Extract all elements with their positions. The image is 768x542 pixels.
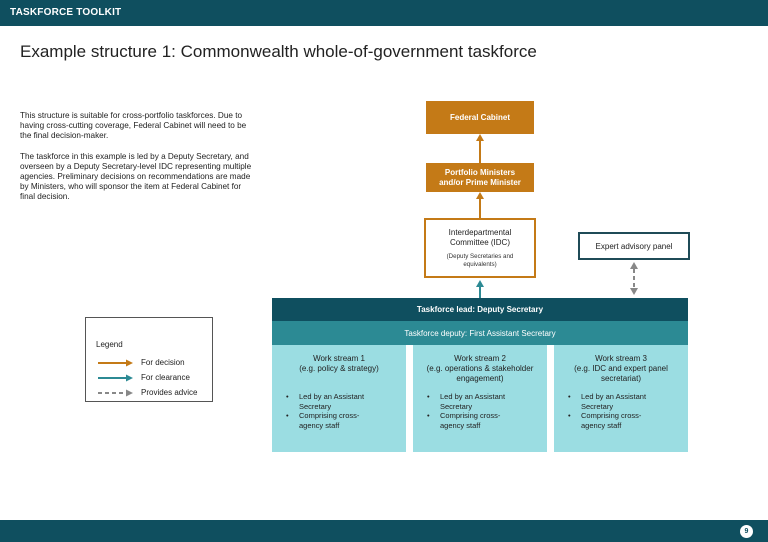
- portfolio-ministers-box: [426, 163, 534, 192]
- expert-panel-label: Expert advisory panel: [595, 241, 673, 251]
- work-stream-1-bullets: [286, 392, 396, 430]
- intro-paragraph-2: The taskforce in this example is led by a Deputy Secretary, and overseen by a Deputy Secretary-level IDC representing multiple agencies. Preliminary decisions on recommendations are made by Ministers, who will sponsor the item at Federal Cabinet for final decision.: [20, 151, 252, 202]
- list-item: • Comprising cross- agency staff: [568, 411, 678, 430]
- idc-sub-line1: (Deputy Secretaries and: [446, 252, 514, 260]
- taskforce-lead-label: Taskforce lead: Deputy Secretary: [416, 305, 544, 314]
- work-stream-3-title: Work stream 3: [595, 354, 647, 363]
- idc-sub-line2: equivalents): [463, 260, 497, 268]
- taskforce-lead-bar: [272, 298, 688, 321]
- footer-bar: [0, 520, 768, 542]
- work-stream-3-heading: [554, 354, 688, 384]
- expert-advice-down-arrowhead: [630, 288, 638, 295]
- legend-label-advice: Provides advice: [141, 388, 198, 397]
- ministers-label-line2: and/or Prime Minister: [439, 177, 521, 187]
- expert-advisory-panel-box: [578, 232, 690, 260]
- work-stream-2-subtitle: (e.g. operations & stakeholder: [426, 364, 534, 373]
- lead-to-idc-arrowhead: [476, 280, 484, 287]
- page-title: Example structure 1: Commonwealth whole-of-government taskforce: [20, 42, 537, 61]
- work-stream-3: [554, 345, 688, 452]
- federal-cabinet-label: Federal Cabinet: [449, 112, 510, 122]
- taskforce-deputy-bar: [272, 321, 688, 345]
- taskforce-deputy-label: Taskforce deputy: First Assistant Secretary: [404, 328, 556, 338]
- federal-cabinet-box: [426, 101, 534, 134]
- list-item: • Comprising cross- agency staff: [427, 411, 537, 430]
- list-item: • Led by an Assistant Secretary: [286, 392, 396, 411]
- list-item: • Led by an Assistant Secretary: [568, 392, 678, 411]
- idc-box: [424, 218, 536, 278]
- legend-label-clearance: For clearance: [141, 373, 190, 382]
- list-item: • Led by an Assistant Secretary: [427, 392, 537, 411]
- work-stream-1-subtitle: (e.g. policy & strategy): [299, 364, 379, 373]
- work-stream-3-subtitle-2: secretariat): [600, 374, 641, 383]
- legend-title: Legend: [96, 340, 123, 349]
- work-stream-1-heading: [272, 354, 406, 374]
- work-stream-1: [272, 345, 406, 452]
- idc-label-line2: Committee (IDC): [449, 237, 510, 247]
- work-stream-2: [413, 345, 547, 452]
- header-label: TASKFORCE TOOLKIT: [10, 7, 122, 18]
- idc-label-line1: Interdepartmental: [448, 227, 512, 237]
- work-stream-2-title: Work stream 2: [454, 354, 506, 363]
- expert-advice-up-arrowhead: [630, 262, 638, 269]
- ministers-to-cabinet-arrowhead: [476, 134, 484, 141]
- work-stream-1-title: Work stream 1: [313, 354, 365, 363]
- work-stream-2-bullets: [427, 392, 537, 430]
- intro-paragraph-1: This structure is suitable for cross-portfolio taskforces. Due to having cross-cutting coverage, Federal Cabinet will need to be the final decision-maker.: [20, 111, 247, 141]
- list-item: • Comprising cross- agency staff: [286, 411, 396, 430]
- work-stream-2-heading: [413, 354, 547, 384]
- ministers-label-line1: Portfolio Ministers: [444, 167, 516, 177]
- page-number-badge: 9: [740, 525, 753, 538]
- work-stream-3-bullets: [568, 392, 678, 430]
- work-stream-2-subtitle-2: engagement): [456, 374, 504, 383]
- work-stream-3-subtitle: (e.g. IDC and expert panel: [574, 364, 668, 373]
- idc-to-ministers-arrowhead: [476, 192, 484, 199]
- legend-label-decision: For decision: [141, 358, 185, 367]
